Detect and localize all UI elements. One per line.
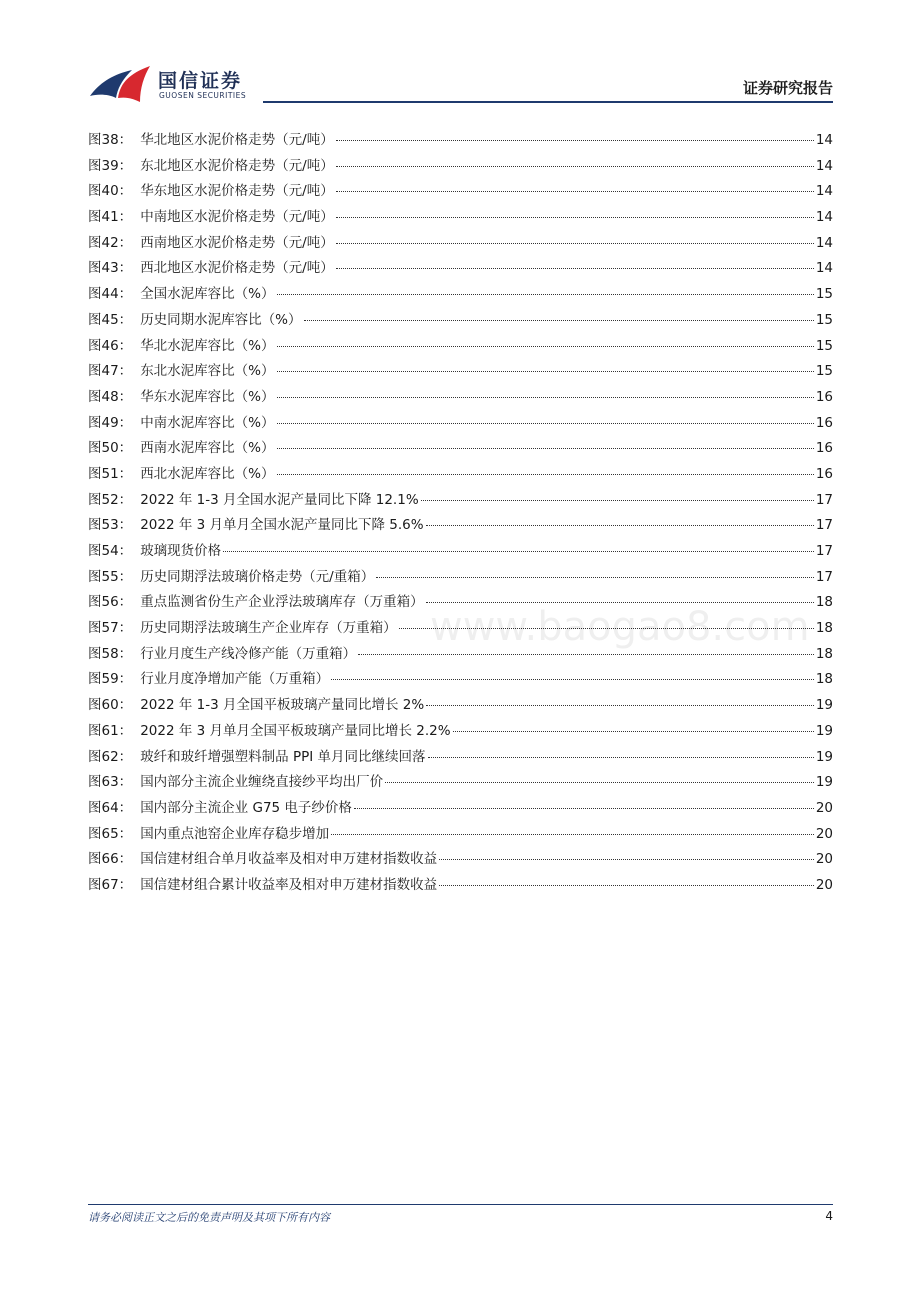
toc-figure-title: 玻纤和玻纤增强塑料制品 PPI 单月同比继续回落	[140, 748, 426, 765]
toc-page-number: 17	[815, 517, 833, 534]
toc-figure-label: 图64：	[88, 799, 133, 816]
toc-leader-dots	[277, 397, 814, 398]
toc-figure-label: 图62：	[88, 748, 133, 765]
toc-page-number: 19	[815, 697, 833, 714]
toc-figure-title: 东北地区水泥价格走势（元/吨）	[140, 157, 334, 174]
toc-figure-title: 行业月度生产线冷修产能（万重箱）	[140, 645, 357, 662]
toc-page-number: 19	[815, 722, 833, 739]
logo-chinese-name: 国信证券	[158, 70, 243, 92]
toc-entry[interactable]	[88, 334, 833, 360]
figure-table-of-contents	[88, 128, 833, 899]
toc-page-number: 19	[815, 748, 833, 765]
footer-divider	[88, 1204, 833, 1205]
toc-figure-title: 华北地区水泥价格走势（元/吨）	[140, 132, 334, 148]
toc-leader-dots	[336, 217, 814, 218]
toc-figure-label: 图53：	[88, 517, 133, 534]
guosen-logo	[88, 62, 258, 108]
toc-entry[interactable]	[88, 205, 833, 231]
page-number: 4	[825, 1209, 833, 1223]
toc-entry[interactable]	[88, 231, 833, 257]
toc-page-number: 18	[815, 645, 833, 662]
toc-leader-dots	[426, 525, 814, 526]
toc-leader-dots	[277, 371, 814, 372]
toc-figure-title: 2022 年 3 月单月全国平板玻璃产量同比增长 2.2%	[140, 722, 451, 739]
toc-figure-title: 中南水泥库容比（%）	[140, 414, 275, 431]
toc-figure-title: 行业月度净增加产能（万重箱）	[140, 671, 330, 688]
toc-figure-title: 西南水泥库容比（%）	[140, 440, 275, 457]
toc-figure-label: 图40：	[88, 183, 133, 200]
toc-leader-dots	[336, 243, 814, 244]
toc-entry[interactable]	[88, 154, 833, 180]
toc-figure-label: 图46：	[88, 337, 133, 354]
toc-page-number: 14	[815, 260, 833, 277]
toc-figure-label: 图48：	[88, 388, 133, 405]
toc-leader-dots	[354, 808, 814, 809]
toc-page-number: 17	[815, 568, 833, 585]
toc-figure-title: 国内部分主流企业 G75 电子纱价格	[140, 799, 352, 816]
toc-entry[interactable]	[88, 667, 833, 693]
toc-leader-dots	[331, 834, 814, 835]
toc-leader-dots	[304, 320, 814, 321]
toc-leader-dots	[277, 474, 814, 475]
report-type-title: 证券研究报告	[742, 79, 833, 97]
toc-figure-label: 图49：	[88, 414, 133, 431]
toc-figure-label: 图54：	[88, 543, 133, 559]
toc-page-number: 17	[815, 543, 833, 559]
toc-figure-label: 图67：	[88, 876, 133, 893]
toc-page-number: 14	[815, 209, 833, 226]
toc-page-number: 15	[815, 286, 833, 303]
toc-entry[interactable]	[88, 822, 833, 848]
toc-leader-dots	[453, 731, 814, 732]
toc-page-number: 16	[815, 440, 833, 457]
toc-page-number: 19	[815, 774, 833, 791]
header-divider	[263, 101, 833, 103]
toc-figure-label: 图47：	[88, 363, 133, 380]
toc-figure-title: 全国水泥库容比（%）	[140, 286, 275, 303]
toc-page-number: 20	[815, 799, 833, 816]
toc-entry[interactable]	[88, 847, 833, 873]
toc-entry[interactable]	[88, 513, 833, 539]
toc-leader-dots	[336, 268, 814, 269]
toc-figure-title: 历史同期浮法玻璃价格走势（元/重箱）	[140, 568, 375, 585]
toc-figure-label: 图44：	[88, 286, 133, 303]
toc-leader-dots	[336, 191, 814, 192]
toc-figure-label: 图66：	[88, 851, 133, 868]
toc-entry[interactable]	[88, 359, 833, 385]
toc-page-number: 14	[815, 132, 833, 148]
toc-leader-dots	[336, 166, 814, 167]
toc-page-number: 16	[815, 465, 833, 482]
toc-leader-dots	[277, 294, 814, 295]
toc-page-number: 20	[815, 851, 833, 868]
logo-english-name: GUOSEN SECURITIES	[159, 91, 247, 100]
toc-entry[interactable]	[88, 539, 833, 565]
toc-figure-title: 西北水泥库容比（%）	[140, 465, 275, 482]
toc-figure-label: 图38：	[88, 132, 133, 148]
toc-figure-title: 玻璃现货价格	[140, 543, 222, 559]
toc-leader-dots	[358, 654, 814, 655]
toc-entry[interactable]	[88, 488, 833, 514]
toc-leader-dots	[385, 782, 814, 783]
toc-figure-title: 国信建材组合累计收益率及相对申万建材指数收益	[140, 876, 438, 893]
toc-entry[interactable]	[88, 693, 833, 719]
toc-entry[interactable]	[88, 282, 833, 308]
toc-entry[interactable]	[88, 179, 833, 205]
toc-leader-dots	[331, 679, 814, 680]
toc-figure-title: 中南地区水泥价格走势（元/吨）	[140, 209, 334, 226]
toc-leader-dots	[277, 448, 814, 449]
toc-entry[interactable]	[88, 256, 833, 282]
toc-leader-dots	[439, 885, 814, 886]
toc-figure-label: 图61：	[88, 722, 133, 739]
toc-entry[interactable]	[88, 411, 833, 437]
toc-entry[interactable]	[88, 719, 833, 745]
toc-page-number: 16	[815, 414, 833, 431]
toc-figure-title: 历史同期浮法玻璃生产企业库存（万重箱）	[140, 620, 397, 637]
toc-figure-title: 国信建材组合单月收益率及相对申万建材指数收益	[140, 851, 438, 868]
toc-entry[interactable]	[88, 565, 833, 591]
toc-figure-title: 西北地区水泥价格走势（元/吨）	[140, 260, 334, 277]
toc-figure-label: 图45：	[88, 311, 133, 328]
toc-entry[interactable]	[88, 873, 833, 899]
toc-page-number: 15	[815, 311, 833, 328]
toc-page-number: 18	[815, 671, 833, 688]
toc-entry[interactable]	[88, 796, 833, 822]
toc-entry[interactable]	[88, 770, 833, 796]
toc-figure-title: 西南地区水泥价格走势（元/吨）	[140, 234, 334, 251]
toc-figure-label: 图50：	[88, 440, 133, 457]
toc-figure-label: 图52：	[88, 491, 133, 508]
toc-figure-label: 图58：	[88, 645, 133, 662]
toc-figure-title: 华东地区水泥价格走势（元/吨）	[140, 183, 334, 200]
toc-page-number: 17	[815, 491, 833, 508]
toc-figure-label: 图65：	[88, 825, 133, 842]
toc-entry[interactable]	[88, 462, 833, 488]
toc-page-number: 16	[815, 388, 833, 405]
toc-page-number: 15	[815, 363, 833, 380]
toc-page-number: 20	[815, 876, 833, 893]
toc-entry[interactable]	[88, 745, 833, 771]
watermark: www.baogao8.com	[430, 604, 810, 650]
disclaimer-note: 请务必阅读正文之后的免责声明及其项下所有内容	[88, 1211, 330, 1224]
toc-page-number: 14	[815, 157, 833, 174]
toc-page-number: 14	[815, 234, 833, 251]
toc-figure-label: 图51：	[88, 465, 133, 482]
toc-figure-title: 国内重点池窑企业库存稳步增加	[140, 825, 330, 842]
toc-leader-dots	[439, 859, 814, 860]
toc-page-number: 20	[815, 825, 833, 842]
toc-figure-label: 图59：	[88, 671, 133, 688]
toc-figure-label: 图57：	[88, 620, 133, 637]
toc-figure-title: 国内部分主流企业缠绕直接纱平均出厂价	[140, 774, 384, 791]
page-header	[0, 0, 920, 110]
toc-leader-dots	[223, 551, 814, 552]
toc-figure-title: 2022 年 1-3 月全国平板玻璃产量同比增长 2%	[140, 697, 425, 714]
toc-leader-dots	[426, 705, 814, 706]
toc-figure-title: 东北水泥库容比（%）	[140, 363, 275, 380]
toc-figure-label: 图56：	[88, 594, 133, 611]
toc-figure-title: 华北水泥库容比（%）	[140, 337, 275, 354]
toc-leader-dots	[376, 577, 814, 578]
toc-figure-label: 图39：	[88, 157, 133, 174]
guosen-logo-icon	[88, 62, 154, 106]
toc-leader-dots	[336, 140, 814, 141]
toc-figure-title: 历史同期水泥库容比（%）	[140, 311, 302, 328]
toc-figure-label: 图60：	[88, 697, 133, 714]
toc-leader-dots	[428, 757, 814, 758]
toc-page-number: 14	[815, 183, 833, 200]
toc-page-number: 18	[815, 594, 833, 611]
toc-page-number: 18	[815, 620, 833, 637]
toc-figure-label: 图63：	[88, 774, 133, 791]
toc-figure-label: 图43：	[88, 260, 133, 277]
toc-entry[interactable]	[88, 308, 833, 334]
toc-leader-dots	[277, 346, 814, 347]
toc-entry[interactable]	[88, 385, 833, 411]
toc-figure-label: 图42：	[88, 234, 133, 251]
toc-figure-label: 图41：	[88, 209, 133, 226]
toc-figure-title: 2022 年 3 月单月全国水泥产量同比下降 5.6%	[140, 517, 424, 534]
toc-leader-dots	[277, 423, 814, 424]
toc-figure-title: 华东水泥库容比（%）	[140, 388, 275, 405]
toc-page-number: 15	[815, 337, 833, 354]
toc-entry[interactable]	[88, 436, 833, 462]
toc-entry[interactable]	[88, 128, 833, 154]
toc-leader-dots	[421, 500, 814, 501]
toc-figure-label: 图55：	[88, 568, 133, 585]
toc-figure-title: 2022 年 1-3 月全国水泥产量同比下降 12.1%	[140, 491, 419, 508]
toc-figure-title: 重点监测省份生产企业浮法玻璃库存（万重箱）	[140, 594, 424, 611]
